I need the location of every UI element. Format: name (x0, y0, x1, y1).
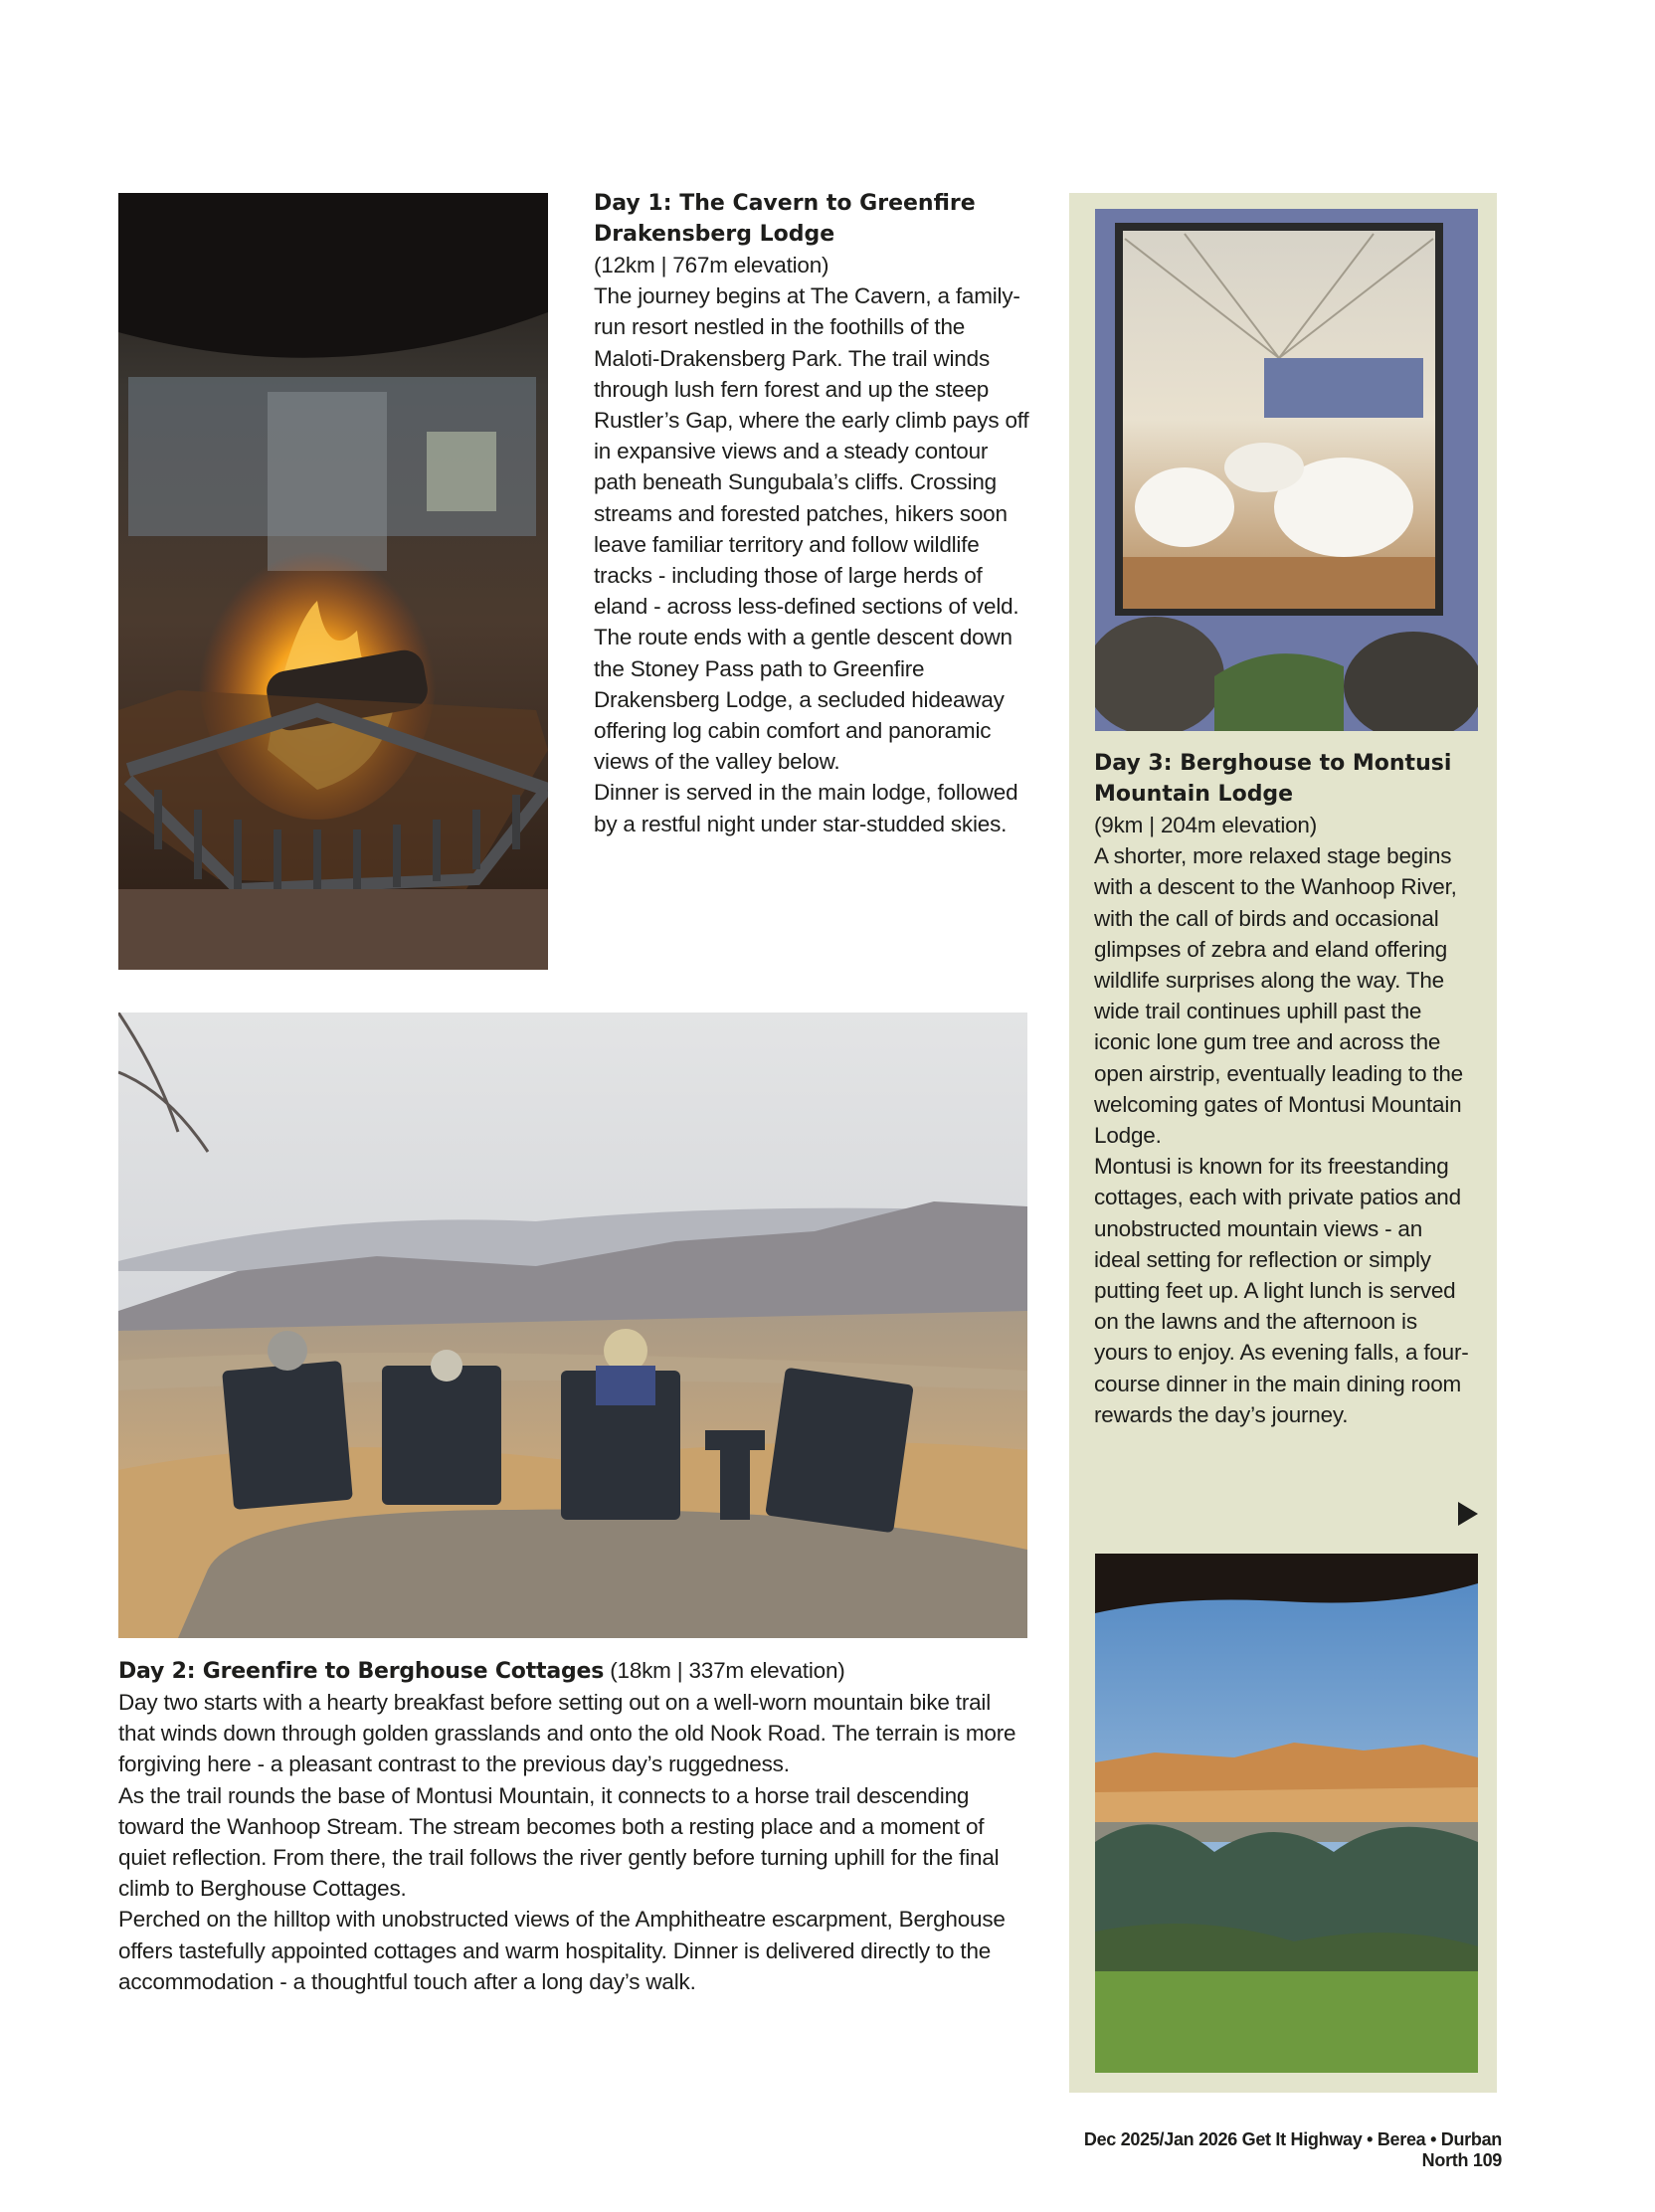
day3-stats: (9km | 204m elevation) (1094, 813, 1318, 837)
day3-section (1094, 748, 1472, 1430)
day1-title: Day 1: The Cavern to Greenfire Drakensberg Lodge (594, 191, 976, 247)
day3-body: A shorter, more relaxed stage begins with a descent to the Wanhoop River, with the call of birds and occasional glimpses of zebra and eland offering wildlife surprises along the way. The wide trail continues uphill past the iconic lone gum tree and across the open airstrip, eventually leading to the welcoming gates of Montusi Mountain Lodge. (1094, 843, 1463, 1149)
day1-stats: (12km | 767m elevation) (594, 253, 829, 277)
day2-title: Day 2: Greenfire to Berghouse Cottages (118, 1659, 605, 1684)
day2-heading-line (118, 1655, 1027, 1687)
day3-title: Day 3: Berghouse to Montusi Mountain Lodge (1094, 751, 1452, 807)
day1-section (594, 188, 1031, 839)
day2-stats: (18km | 337m elevation) (604, 1658, 845, 1683)
continue-arrow-icon (1458, 1502, 1478, 1526)
day2-body-stream: As the trail rounds the base of Montusi Mountain, it connects to a horse trail descending toward the Wanhoop Stream. The stream becomes both a resting place and a moment of quiet reflection. From there, the trail follows the river gently before turning uphill for the final climb to Berghouse Cottages. (118, 1782, 1000, 1902)
day2-section (118, 1655, 1027, 1997)
day2-body: Day two starts with a hearty breakfast before setting out on a well-worn mountain bike trail that winds down through golden grasslands and onto the old Nook Road. The terrain is more forgiving here - a pleasant contrast to the previous day’s ruggedness. (118, 1690, 1016, 1777)
hillside-chairs-photo (118, 1013, 1027, 1638)
fireplace-photo (118, 193, 548, 970)
footer-publication: Get It Highway • Berea • Durban North 109 (1241, 2129, 1502, 2170)
mountain-view-photo (1095, 1554, 1478, 2073)
dining-room-photo (1095, 209, 1478, 731)
day3-body-montusi: Montusi is known for its freestanding cottages, each with private patios and unobstructed mountain views - an ideal setting for reflection or simply putting feet up. A light lunch is served on the lawns and the afternoon is yours to enjoy. As evening falls, a four-course dinner in the main dining room rewards the day’s journey. (1094, 1154, 1469, 1427)
page-footer (1034, 2129, 1502, 2171)
footer-issue: Dec 2025/Jan 2026 (1083, 2129, 1242, 2149)
day1-body: The journey begins at The Cavern, a family-run resort nestled in the foothills of the Maloti-Drakensberg Park. The trail winds through lush fern forest and up the steep Rustler’s Gap, where the early climb pays off in expansive views and a steady contour path beneath Sungubala’s cliffs. Crossing streams and forested patches, hikers soon leave familiar territory and follow wildlife tracks - including those of large herds of eland - across less-defined sections of veld. The route ends with a gentle descent down the Stoney Pass path to Greenfire Drakensberg Lodge, a secluded hideaway offering log cabin comfort and panoramic views of the valley below. (594, 283, 1029, 775)
day2-body-berghouse: Perched on the hilltop with unobstructed views of the Amphitheatre escarpment, Berghouse offers tastefully appointed cottages and warm hospitality. Dinner is delivered directly to the accommodation - a thoughtful touch after a long day’s walk. (118, 1907, 1006, 1994)
day1-body-dinner: Dinner is served in the main lodge, followed by a restful night under star-studded skies. (594, 780, 1018, 836)
